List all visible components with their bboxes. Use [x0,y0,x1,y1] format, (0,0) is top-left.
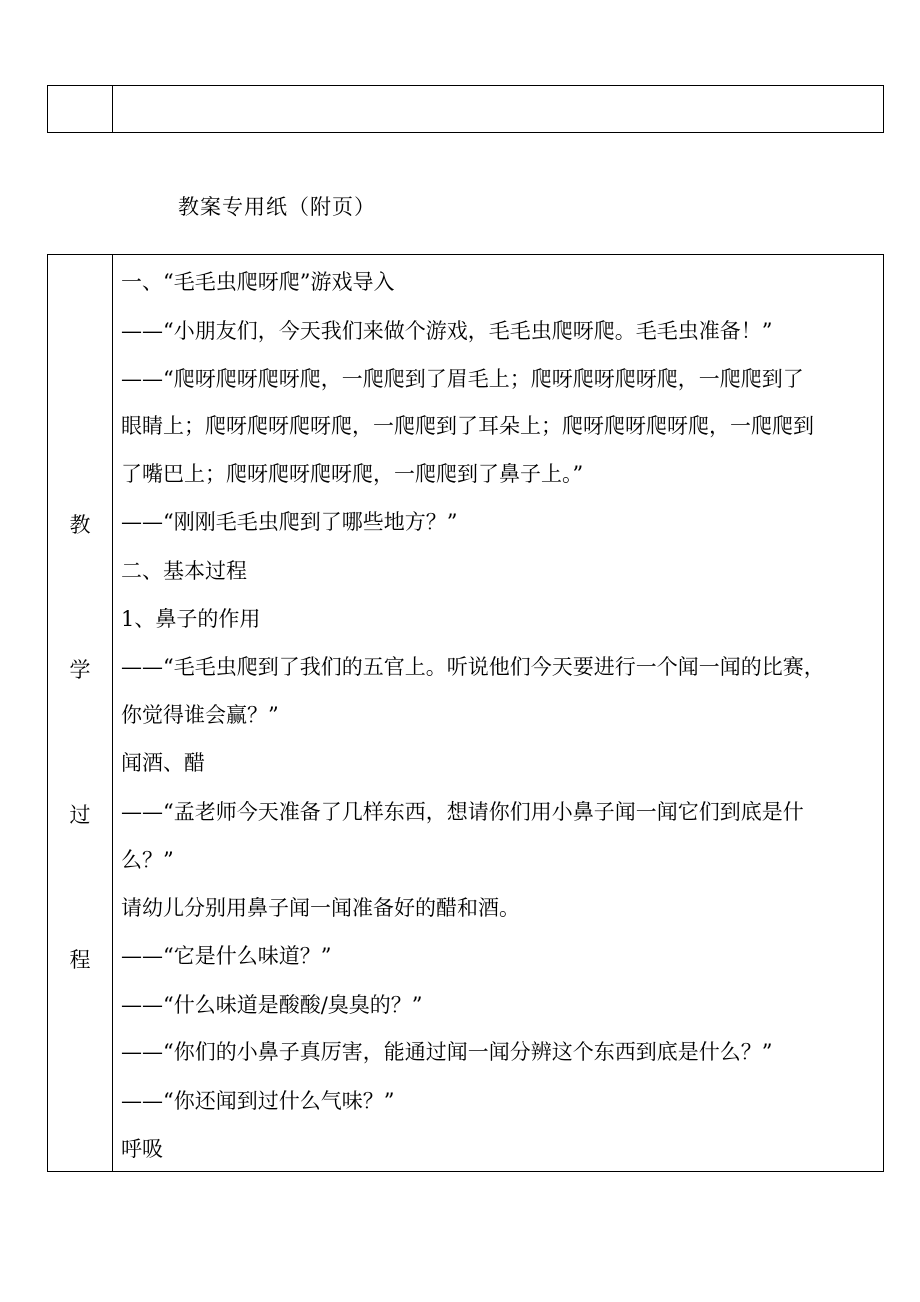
content-line: ——“什么味道是酸酸/臭臭的？” [121,993,423,1017]
lesson-table-divider [112,255,113,1171]
side-label-char: 程 [69,948,91,972]
subsection-heading: 1、鼻子的作用 [121,607,261,631]
content-line: ——“毛毛虫爬到了我们的五官上。听说他们今天要进行一个闻一闻的比赛， [121,655,825,679]
content-line: ——“小朋友们，今天我们来做个游戏，毛毛虫爬呀爬。毛毛虫准备！” [121,319,773,343]
content-line: ——“刚刚毛毛虫爬到了哪些地方？” [121,510,458,534]
content-line: 你觉得谁会赢？” [121,703,279,727]
side-label-char: 学 [69,658,91,682]
content-line: ——“孟老师今天准备了几样东西，想请你们用小鼻子闻一闻它们到底是什 [121,800,804,824]
lesson-table [47,254,884,1172]
section-heading: 一、“毛毛虫爬呀爬”游戏导入 [121,270,395,294]
content-line: 请幼儿分别用鼻子闻一闻准备好的醋和酒。 [121,896,520,920]
page-title: 教案专用纸（附页） [178,195,376,219]
content-line: 么？” [121,848,174,872]
side-label-char: 教 [69,513,91,537]
top-table [47,85,884,133]
content-line: ——“它是什么味道？” [121,944,332,968]
content-line: 呼吸 [121,1137,163,1161]
content-line: 眼睛上；爬呀爬呀爬呀爬，一爬爬到了耳朵上；爬呀爬呀爬呀爬，一爬爬到 [121,414,814,438]
content-line: 闻酒、醋 [121,751,205,775]
content-line: 了嘴巴上；爬呀爬呀爬呀爬，一爬爬到了鼻子上。” [121,462,584,486]
content-line: ——“爬呀爬呀爬呀爬，一爬爬到了眉毛上；爬呀爬呀爬呀爬，一爬爬到了 [121,367,804,391]
section-heading: 二、基本过程 [121,559,247,583]
content-line: ——“你还闻到过什么气味？” [121,1089,395,1113]
top-table-divider [112,86,113,132]
side-label-char: 过 [69,803,91,827]
content-line: ——“你们的小鼻子真厉害，能通过闻一闻分辨这个东西到底是什么？” [121,1040,773,1064]
